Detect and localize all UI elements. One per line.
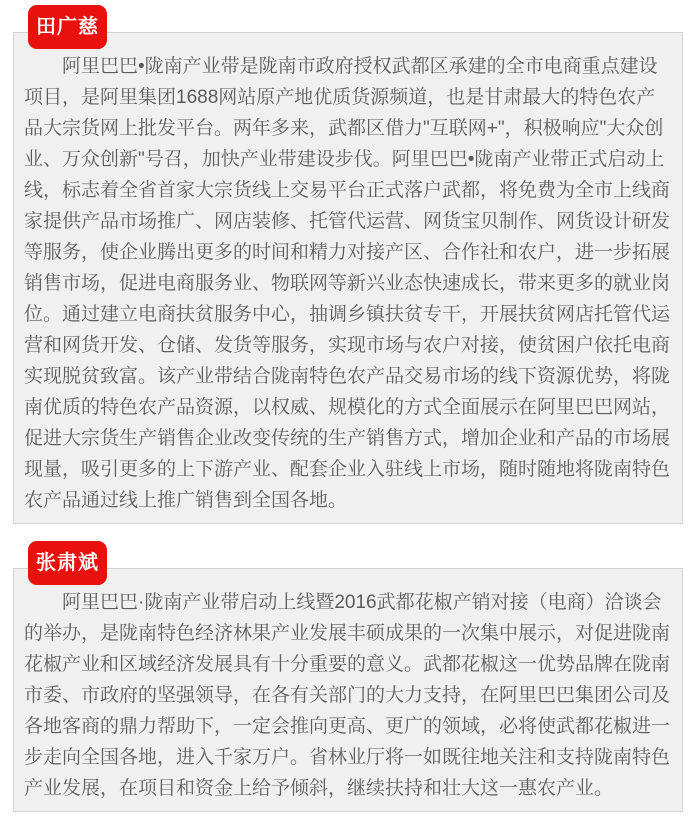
speech-text-box xyxy=(13,32,683,524)
speaker-name-badge: 张肃斌 xyxy=(28,541,107,585)
speech-section-tianguangci xyxy=(13,5,683,524)
speech-section-zhangsubin xyxy=(13,541,683,812)
speaker-name-badge: 田广慈 xyxy=(28,5,107,49)
speech-text-box xyxy=(13,568,683,812)
speech-paragraph: 阿里巴巴·陇南产业带启动上线暨2016武都花椒产销对接（电商）洽谈会的举办，是陇南特色经济林果产业发展丰硕成果的一次集中展示，对促进陇南花椒产业和区域经济发展具有十分重要的意义。武都花椒这一优势品牌在陇南市委、市政府的坚强领导，在各有关部门的大力支持，在阿里巴巴集团公司及各地客商的鼎力帮助下，一定会推向更高、更广的领域，必将使武都花椒进一步走向全国各地，进入千家万户。省林业厅将一如既往地关注和支持陇南特色产业发展，在项目和资金上给予倾斜，继续扶持和壮大这一惠农产业。 xyxy=(24,592,671,799)
speech-paragraph: 阿里巴巴•陇南产业带是陇南市政府授权武都区承建的全市电商重点建设项目，是阿里集团1688网站原产地优质货源频道，也是甘肃最大的特色农产品大宗货网上批发平台。两年多来，武都区借力"互联网+"，积极响应"大众创业、万众创新"号召，加快产业带建设步伐。阿里巴巴•陇南产业带正式启动上线，标志着全省首家大宗货线上交易平台正式落户武都，将免费为全市上线商家提供产品市场推广、网店装修、托管代运营、网货宝贝制作、网货设计研发等服务，使企业腾出更多的时间和精力对接产区、合作社和农户，进一步拓展销售市场，促进电商服务业、物联网等新兴业态快速成长，带来更多的就业岗位。通过建立电商扶贫服务中心，抽调乡镇扶贫专干，开展扶贫网店托管代运营和网货开发、仓储、发货等服务，实现市场与农户对接，使贫困户依托电商实现脱贫致富。该产业带结合陇南特色农产品交易市场的线下资源优势，将陇南优质的特色农产品资源，以权威、规模化的方式全面展示在阿里巴巴网站，促进大宗货生产销售企业改变传统的生产销售方式，增加企业和产品的市场展现量，吸引更多的上下游产业、配套企业入驻线上市场，随时随地将陇南特色农产品通过线上推广销售到全国各地。 xyxy=(24,56,671,511)
